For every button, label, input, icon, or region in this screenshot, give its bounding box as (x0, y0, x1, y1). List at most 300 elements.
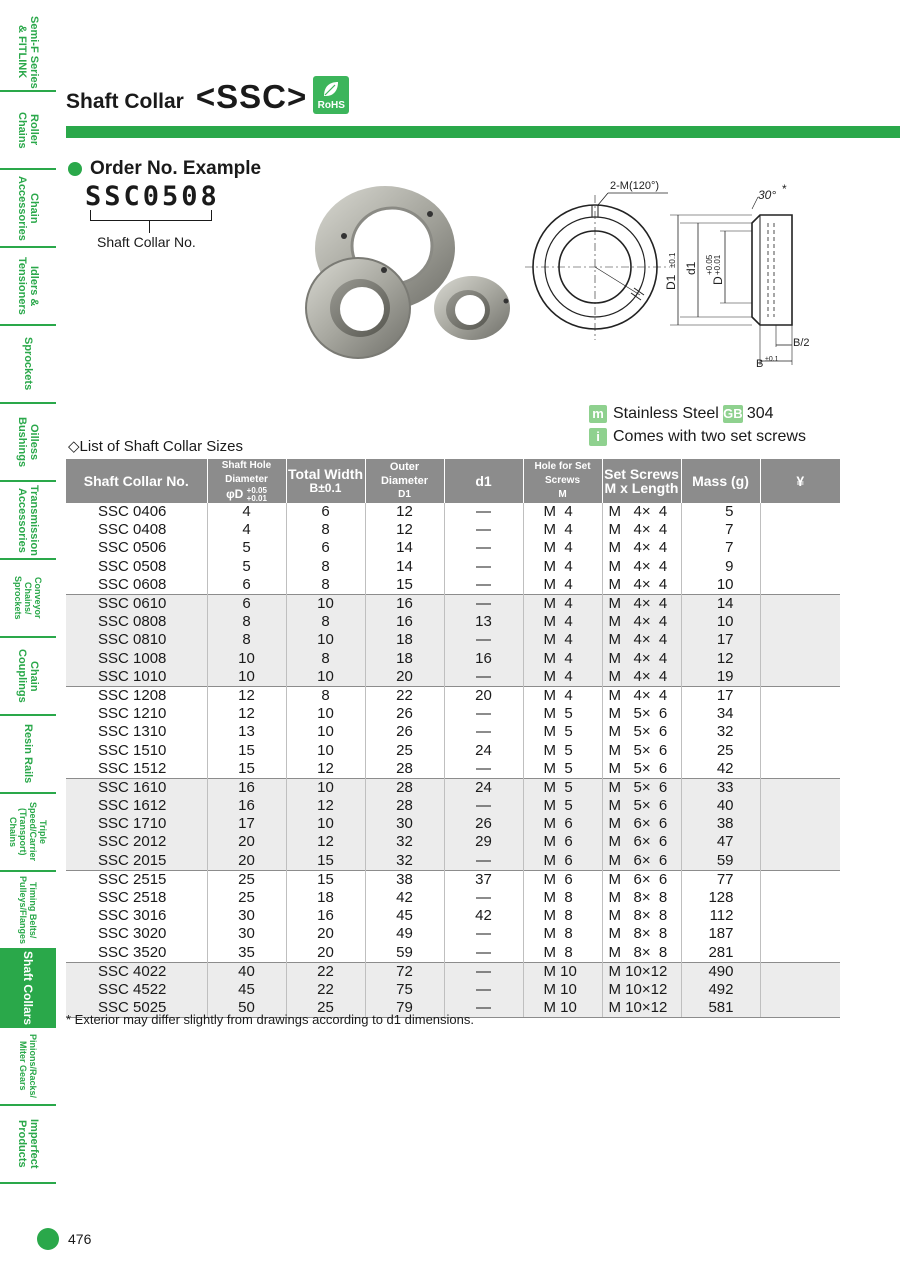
cell-set-screw: M 4× 4 (602, 503, 681, 521)
cell-mass: 281 (681, 944, 760, 963)
cell-d1: 24 (444, 778, 523, 797)
sidebar-tab-0[interactable] (0, 14, 56, 92)
info-i-badge: i (589, 428, 607, 446)
sidebar-tab-label: Pinions/Racks/ Miter Gears (18, 1033, 38, 1099)
sidebar-tab-label: Roller Chains (16, 111, 40, 149)
cell-collar-no: SSC 0508 (98, 557, 167, 575)
cell-set-screw: M 4× 4 (602, 576, 681, 595)
cell-hole-diameter: 17 (207, 815, 286, 833)
bullet-dot-icon (68, 162, 82, 176)
sidebar-tab-label: Oilless Bushings (16, 416, 40, 468)
cell-mass: 17 (681, 686, 760, 705)
category-sidebar (0, 14, 56, 1184)
table-row (66, 797, 840, 815)
cell-price (760, 594, 840, 613)
cell-hole-set-screw: M 5 (523, 778, 602, 797)
front-view (525, 193, 670, 340)
col-header-d1: d1 (444, 459, 523, 503)
col-header-outer-diameter: Outer Diameter D1 (365, 459, 444, 503)
cell-mass: 47 (681, 833, 760, 851)
cell-hole-diameter: 5 (207, 539, 286, 557)
cell-outer-diameter: 49 (365, 925, 444, 943)
cell-collar-no: SSC 0808 (66, 613, 207, 631)
cell-price (760, 558, 840, 576)
cell-total-width: 12 (286, 797, 365, 815)
cell-total-width: 10 (286, 668, 365, 687)
cell-total-width: 20 (286, 944, 365, 963)
dim-D-tol-upper: +0.05 (705, 254, 714, 275)
dim-B-label: B (756, 358, 764, 370)
cell-hole-diameter: 30 (207, 907, 286, 925)
cell-price (760, 962, 840, 981)
cell-total-width: 8 (286, 613, 365, 631)
cell-hole-set-screw: M 4 (523, 668, 602, 687)
cell-collar-no: SSC 1010 (66, 668, 207, 687)
sidebar-tab-9[interactable] (0, 716, 56, 794)
order-example-title: Order No. Example (90, 158, 262, 179)
cell-d1: — (444, 760, 523, 779)
sidebar-tab-1[interactable] (0, 92, 56, 170)
cell-d1: — (444, 631, 523, 649)
cell-set-screw: M 8× 8 (602, 925, 681, 943)
cell-total-width: 10 (286, 815, 365, 833)
cell-collar-no: SSC 2515 (66, 870, 207, 889)
cell-hole-diameter: 13 (207, 723, 286, 741)
cell-d1: — (444, 962, 523, 981)
table-row (66, 778, 840, 797)
sidebar-tab-13[interactable] (0, 1028, 56, 1106)
cell-total-width: 18 (286, 889, 365, 907)
product-code-title: <SSC> (195, 78, 308, 115)
cell-price (760, 907, 840, 925)
medium-collar-image (306, 258, 410, 358)
code-bracket (90, 210, 212, 221)
cell-mass: 17 (681, 631, 760, 649)
sidebar-tab-label: Transmission Accessories (16, 484, 40, 556)
rohs-label: RoHS (317, 100, 345, 111)
cell-price (760, 999, 840, 1018)
cell-hole-set-screw: M 6 (523, 870, 602, 889)
cell-set-screw: M 4× 4 (602, 539, 681, 557)
cell-price (760, 797, 840, 815)
cell-set-screw: M 5× 6 (602, 723, 681, 741)
cell-outer-diameter: 75 (365, 981, 444, 999)
cell-d1: 16 (444, 650, 523, 668)
cell-d1: 37 (444, 870, 523, 889)
cell-hole-diameter: 16 (207, 778, 286, 797)
cell-hole-diameter: 35 (207, 944, 286, 963)
sidebar-tab-8[interactable] (0, 638, 56, 716)
table-row (66, 723, 840, 741)
sidebar-tab-7[interactable] (0, 560, 56, 638)
sidebar-tab-label: Conveyor Chains/ Sprockets (13, 576, 43, 620)
table-row (66, 521, 840, 539)
cell-collar-no: SSC 4522 (66, 981, 207, 999)
shaft-collar-size-table (66, 459, 840, 1018)
dim-B-half-label: B/2 (793, 337, 810, 349)
cell-d1: — (444, 576, 523, 595)
sidebar-tab-6[interactable] (0, 482, 56, 560)
cell-d1: — (444, 521, 523, 539)
cell-price (760, 705, 840, 723)
cell-hole-diameter: 8 (207, 631, 286, 649)
cell-mass: 112 (681, 907, 760, 925)
col-header-hole-set-screws: Hole for Set Screws M (523, 459, 602, 503)
cell-hole-diameter: 12 (207, 705, 286, 723)
table-row (66, 925, 840, 943)
cell-outer-diameter: 28 (365, 778, 444, 797)
cell-set-screw: M 10×12 (602, 999, 681, 1018)
cell-mass: 19 (681, 668, 760, 687)
cell-hole-set-screw: M 10 (523, 962, 602, 981)
col-header-price: ¥ (760, 459, 840, 503)
table-row (66, 631, 840, 649)
cell-collar-no: SSC 1310 (98, 723, 167, 741)
cell-outer-diameter: 22 (365, 686, 444, 705)
table-row (66, 741, 840, 759)
cell-mass: 77 (681, 870, 760, 889)
cell-mass: 581 (681, 999, 760, 1018)
leaf-icon (322, 80, 340, 98)
cell-collar-no: SSC 0810 (66, 631, 207, 649)
cell-total-width: 22 (286, 962, 365, 981)
table-row (66, 594, 840, 613)
table-row (66, 815, 840, 833)
cell-collar-no: SSC 2518 (98, 889, 167, 907)
cell-mass: 59 (681, 852, 760, 871)
cell-total-width: 20 (286, 925, 365, 943)
header-divider (66, 126, 900, 138)
cell-set-screw: M 5× 6 (602, 778, 681, 797)
cell-hole-set-screw: M 4 (523, 594, 602, 613)
angle-label: 30° (758, 188, 777, 202)
cell-outer-diameter: 12 (365, 503, 444, 521)
page-number: 476 (68, 1231, 92, 1247)
cell-outer-diameter: 42 (365, 889, 444, 907)
cell-set-screw: M 4× 4 (602, 613, 681, 631)
col-header-hole-diameter: Shaft Hole Diameter φD +0.05 +0.01 (207, 459, 286, 503)
cell-set-screw: M 10×12 (602, 962, 681, 981)
page-header (66, 76, 349, 116)
cell-price (760, 889, 840, 907)
cell-mass: 12 (681, 650, 760, 668)
cell-outer-diameter: 72 (365, 962, 444, 981)
cell-set-screw: M 6× 6 (602, 815, 681, 833)
col-header-set-screws: Set Screws M x Length (602, 459, 681, 503)
cell-d1: — (444, 503, 523, 521)
cell-price (760, 503, 840, 521)
material-grade: 304 (746, 405, 774, 422)
cell-outer-diameter: 14 (365, 558, 444, 576)
cell-d1: — (444, 668, 523, 687)
cell-hole-diameter: 10 (207, 668, 286, 687)
cell-outer-diameter: 16 (365, 594, 444, 613)
cell-d1: — (444, 594, 523, 613)
cell-d1: — (444, 705, 523, 723)
cell-total-width: 10 (286, 741, 365, 759)
cell-price (760, 539, 840, 557)
sidebar-tab-label: Sprockets (22, 337, 34, 391)
cell-total-width: 8 (286, 576, 365, 595)
table-row (66, 907, 840, 925)
cell-set-screw: M 4× 4 (602, 668, 681, 687)
cell-hole-set-screw: M 8 (523, 944, 602, 963)
small-collar-image (434, 276, 510, 340)
cell-hole-diameter: 12 (207, 686, 286, 705)
sidebar-tab-12[interactable] (0, 950, 56, 1028)
dim-D-label: D (711, 276, 725, 285)
cell-hole-set-screw: M 5 (523, 760, 602, 779)
table-row (66, 539, 840, 557)
cell-total-width: 25 (286, 999, 365, 1018)
cell-collar-no: SSC 3016 (98, 907, 167, 925)
cell-d1: 42 (444, 907, 523, 925)
cell-total-width: 12 (286, 760, 365, 779)
cell-set-screw: M 4× 4 (602, 594, 681, 613)
cell-hole-diameter: 6 (207, 576, 286, 595)
cell-hole-diameter: 6 (207, 594, 286, 613)
cell-hole-diameter: 30 (207, 925, 286, 943)
cell-outer-diameter: 32 (365, 852, 444, 871)
cell-mass: 10 (681, 576, 760, 595)
cell-hole-diameter: 25 (207, 870, 286, 889)
cell-hole-set-screw: M 10 (523, 999, 602, 1018)
table-row (66, 686, 840, 705)
cell-hole-set-screw: M 4 (523, 650, 602, 668)
cell-hole-diameter: 4 (207, 503, 286, 521)
cell-set-screw: M 6× 6 (602, 833, 681, 851)
cell-hole-diameter: 15 (207, 741, 286, 759)
cell-hole-set-screw: M 8 (523, 907, 602, 925)
cell-collar-no: SSC 0406 (98, 503, 167, 521)
page-number-dot (37, 1228, 59, 1250)
cell-hole-set-screw: M 5 (523, 723, 602, 741)
cell-total-width: 22 (286, 981, 365, 999)
cell-set-screw: M 6× 6 (602, 852, 681, 871)
cell-total-width: 10 (286, 594, 365, 613)
cell-total-width: 8 (286, 686, 365, 705)
cell-hole-diameter: 4 (207, 521, 286, 539)
cell-hole-set-screw: M 6 (523, 833, 602, 851)
cell-set-screw: M 6× 6 (602, 870, 681, 889)
cell-outer-diameter: 28 (365, 797, 444, 815)
table-row (66, 650, 840, 668)
table-row (66, 613, 840, 631)
cell-outer-diameter: 20 (365, 668, 444, 687)
cell-set-screw: M 4× 4 (602, 686, 681, 705)
cell-price (760, 778, 840, 797)
cell-outer-diameter: 38 (365, 870, 444, 889)
cell-d1: — (444, 889, 523, 907)
cell-total-width: 10 (286, 631, 365, 649)
technical-drawing (520, 175, 840, 375)
col-header-collar-no: Shaft Collar No. (66, 459, 207, 503)
code-bracket-stem (149, 220, 150, 233)
order-example-heading (68, 158, 261, 180)
cell-hole-set-screw: M 4 (523, 631, 602, 649)
sidebar-tab-label: Semi-F Series & FITLINK (16, 15, 40, 89)
cell-hole-diameter: 20 (207, 833, 286, 851)
sidebar-tab-2[interactable] (0, 170, 56, 248)
cell-collar-no: SSC 1612 (66, 797, 207, 815)
dim-d1-label: d1 (684, 261, 698, 275)
cell-collar-no: SSC 0610 (66, 594, 207, 613)
cell-mass: 7 (681, 539, 760, 557)
table-row (66, 833, 840, 851)
cell-d1: — (444, 797, 523, 815)
sidebar-tab-label: Imperfect Products (16, 1119, 40, 1169)
cell-outer-diameter: 28 (365, 760, 444, 779)
sidebar-tab-label: Triple Speed/Carrier (Transport) Chains (8, 802, 48, 862)
cell-total-width: 15 (286, 870, 365, 889)
sidebar-tab-14[interactable] (0, 1106, 56, 1184)
cell-outer-diameter: 26 (365, 723, 444, 741)
cell-outer-diameter: 25 (365, 741, 444, 759)
cell-price (760, 668, 840, 687)
table-header-row (66, 459, 840, 503)
cell-mass: 187 (681, 925, 760, 943)
cell-hole-diameter: 15 (207, 760, 286, 779)
cell-hole-diameter: 8 (207, 613, 286, 631)
cell-price (760, 981, 840, 999)
table-row (66, 870, 840, 889)
cell-d1: — (444, 981, 523, 999)
cell-collar-no: SSC 4022 (66, 962, 207, 981)
cell-set-screw: M 5× 6 (602, 797, 681, 815)
cell-hole-set-screw: M 6 (523, 815, 602, 833)
cell-hole-diameter: 20 (207, 852, 286, 871)
cell-price (760, 631, 840, 649)
product-photo (300, 170, 530, 370)
cell-d1: 20 (444, 686, 523, 705)
cell-price (760, 741, 840, 759)
cell-mass: 14 (681, 594, 760, 613)
cell-outer-diameter: 15 (365, 576, 444, 595)
cell-d1: 26 (444, 815, 523, 833)
sidebar-tab-label: Chain Couplings (16, 649, 40, 703)
sidebar-tab-5[interactable] (0, 404, 56, 482)
cell-mass: 7 (681, 521, 760, 539)
cell-hole-set-screw: M 10 (523, 981, 602, 999)
cell-mass: 10 (681, 613, 760, 631)
material-m-badge: m (589, 405, 607, 423)
table-row (66, 705, 840, 723)
cell-price (760, 760, 840, 779)
table-row (66, 558, 840, 576)
cell-outer-diameter: 18 (365, 631, 444, 649)
table-row (66, 889, 840, 907)
cell-collar-no: SSC 1208 (66, 686, 207, 705)
cell-collar-no: SSC 1510 (98, 741, 167, 759)
sidebar-tab-3[interactable] (0, 248, 56, 326)
cell-hole-set-screw: M 4 (523, 521, 602, 539)
cell-mass: 42 (681, 760, 760, 779)
order-example-code: SSC0508 (85, 181, 220, 212)
cell-outer-diameter: 79 (365, 999, 444, 1018)
cell-mass: 128 (681, 889, 760, 907)
cell-d1: — (444, 999, 523, 1018)
cell-hole-set-screw: M 4 (523, 686, 602, 705)
sidebar-tab-10[interactable] (0, 794, 56, 872)
cell-set-screw: M 4× 4 (602, 558, 681, 576)
cell-collar-no: SSC 5025 (66, 999, 207, 1018)
cell-price (760, 870, 840, 889)
cell-hole-diameter: 50 (207, 999, 286, 1018)
sidebar-tab-label: Resin Rails (22, 724, 34, 784)
cell-hole-set-screw: M 4 (523, 539, 602, 557)
table-row (66, 760, 840, 779)
cell-d1: — (444, 558, 523, 576)
cell-price (760, 723, 840, 741)
cell-price (760, 833, 840, 851)
cell-hole-set-screw: M 5 (523, 741, 602, 759)
cell-price (760, 944, 840, 963)
cell-hole-diameter: 16 (207, 797, 286, 815)
cell-collar-no: SSC 0506 (98, 539, 167, 557)
dim-D-tol-lower: +0.01 (713, 254, 722, 275)
cell-price (760, 521, 840, 539)
cell-mass: 9 (681, 558, 760, 576)
cell-mass: 32 (681, 723, 760, 741)
cell-total-width: 6 (286, 503, 365, 521)
cell-set-screw: M 4× 4 (602, 521, 681, 539)
cell-total-width: 10 (286, 705, 365, 723)
cell-total-width: 10 (286, 778, 365, 797)
sidebar-tab-label: Chain Accessories (16, 175, 40, 241)
cell-hole-diameter: 5 (207, 558, 286, 576)
cell-outer-diameter: 18 (365, 650, 444, 668)
cell-total-width: 12 (286, 833, 365, 851)
sidebar-tab-4[interactable] (0, 326, 56, 404)
cell-total-width: 8 (286, 558, 365, 576)
cell-hole-diameter: 40 (207, 962, 286, 981)
set-screw-note-row (589, 428, 806, 446)
cell-d1: — (444, 852, 523, 871)
cell-collar-no: SSC 3520 (98, 943, 167, 961)
cell-collar-no: SSC 1710 (66, 815, 207, 833)
side-view (670, 197, 792, 365)
set-screw-note: Comes with two set screws (613, 428, 806, 445)
cell-collar-no: SSC 3020 (98, 925, 167, 943)
cell-collar-no: SSC 1610 (66, 778, 207, 797)
table-row (66, 576, 840, 595)
cell-total-width: 8 (286, 521, 365, 539)
cell-total-width: 15 (286, 852, 365, 871)
cell-total-width: 6 (286, 539, 365, 557)
cell-total-width: 16 (286, 907, 365, 925)
cell-mass: 40 (681, 797, 760, 815)
cell-collar-no: SSC 2012 (66, 833, 207, 851)
cell-price (760, 686, 840, 705)
sidebar-tab-label: Idlers & Tensioners (16, 257, 40, 315)
cell-outer-diameter: 16 (365, 613, 444, 631)
cell-price (760, 815, 840, 833)
cell-collar-no: SSC 1008 (66, 650, 207, 668)
cell-d1: — (444, 723, 523, 741)
cell-mass: 5 (681, 503, 760, 521)
cell-hole-diameter: 45 (207, 981, 286, 999)
cell-collar-no: SSC 0608 (98, 575, 167, 593)
cell-hole-set-screw: M 5 (523, 797, 602, 815)
cell-d1: — (444, 944, 523, 963)
cell-collar-no: SSC 1512 (98, 759, 167, 777)
angle-mark: * (782, 182, 787, 196)
table-row (66, 503, 840, 521)
cell-outer-diameter: 32 (365, 833, 444, 851)
cell-outer-diameter: 30 (365, 815, 444, 833)
cell-mass: 25 (681, 741, 760, 759)
sidebar-tab-11[interactable] (0, 872, 56, 950)
